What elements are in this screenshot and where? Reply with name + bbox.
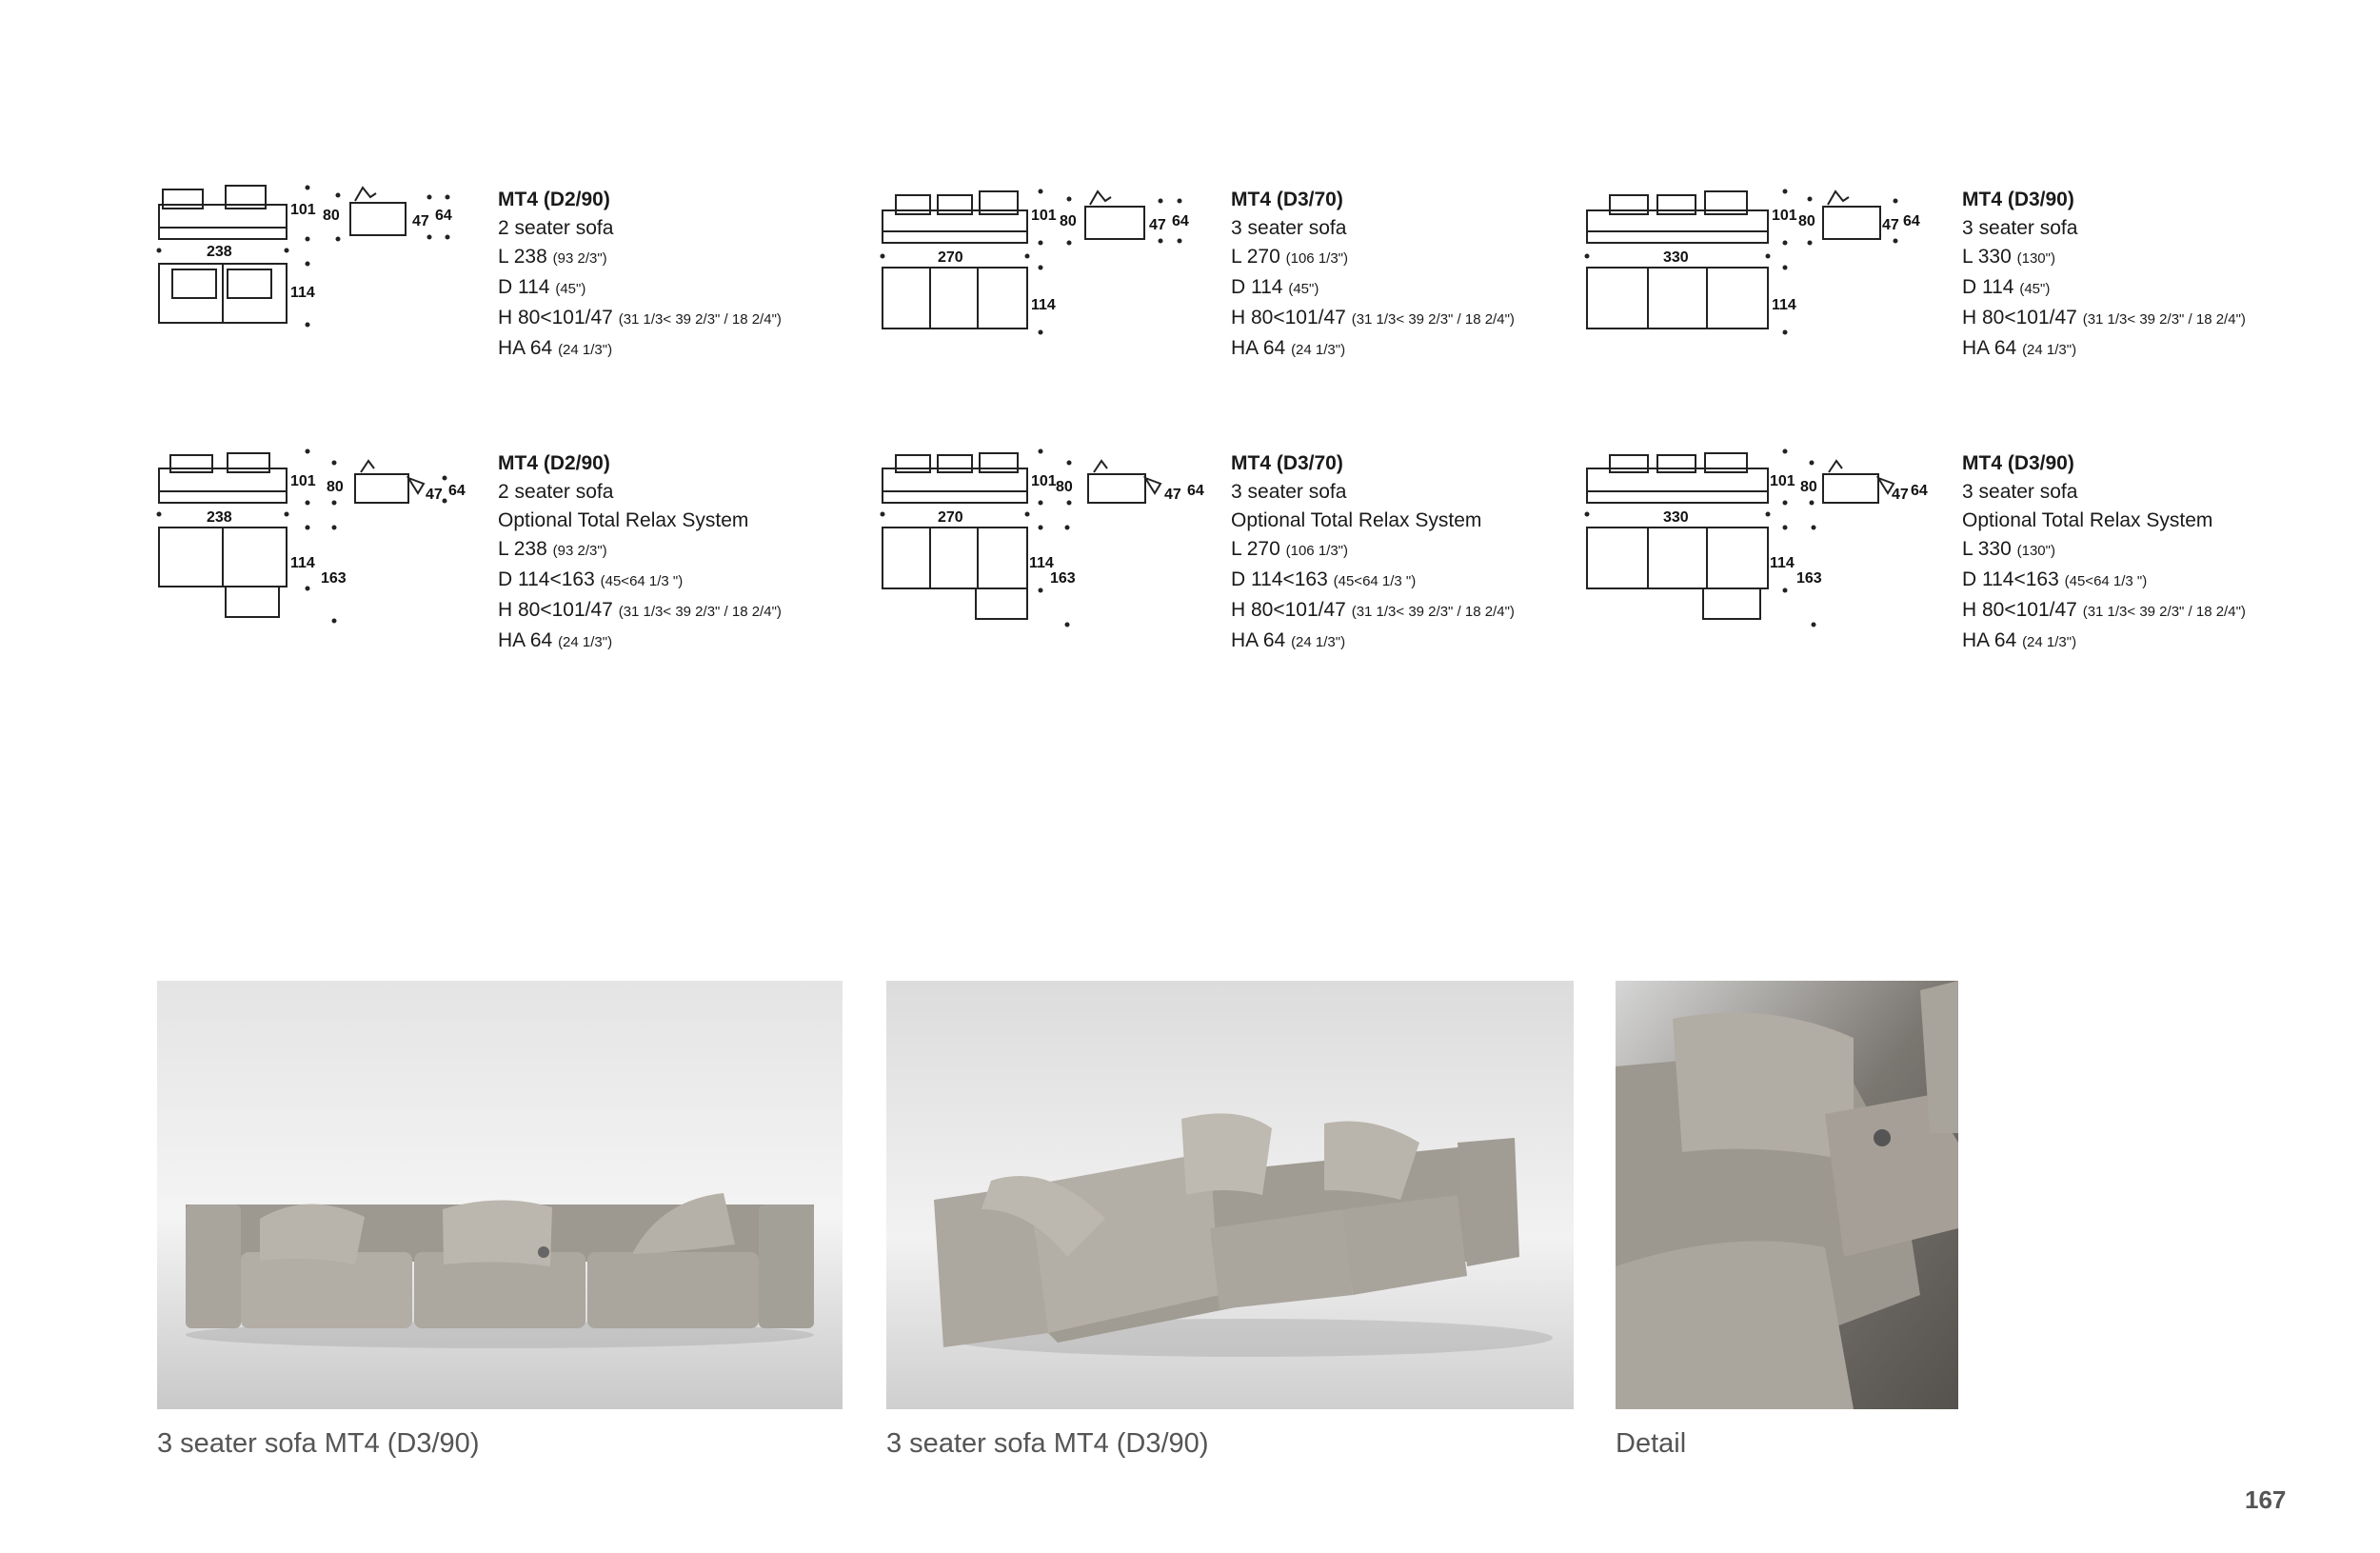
svg-text:163: 163 <box>1050 570 1076 587</box>
product-arm-height: HA 64 (24 1/3") <box>1962 337 2077 359</box>
product-spec-d3-90-relax <box>1585 449 2309 651</box>
svg-text:330: 330 <box>1663 249 1689 266</box>
svg-text:64: 64 <box>1187 483 1204 499</box>
svg-text:270: 270 <box>938 509 963 526</box>
svg-text:330: 330 <box>1663 509 1689 526</box>
product-length: L 270 (106 1/3") <box>1231 246 1348 268</box>
svg-text:238: 238 <box>207 509 232 526</box>
svg-text:64: 64 <box>448 483 466 499</box>
photo-caption: Detail <box>1616 1428 1687 1459</box>
svg-text:101: 101 <box>1031 208 1057 224</box>
product-height: H 80<101/47 (31 1/3< 39 2/3" / 18 2/4") <box>1231 599 1515 621</box>
product-diagram <box>1585 186 1928 367</box>
product-code: MT4 (D3/90) <box>1962 452 2074 474</box>
product-length: L 238 (93 2/3") <box>498 538 607 560</box>
svg-text:101: 101 <box>290 202 316 218</box>
svg-text:80: 80 <box>1060 213 1077 229</box>
product-height: H 80<101/47 (31 1/3< 39 2/3" / 18 2/4") <box>1962 307 2246 329</box>
photo-sofa-detail <box>1616 981 1958 1409</box>
svg-text:47: 47 <box>1892 487 1909 503</box>
product-diagram <box>157 186 500 367</box>
product-specs <box>1962 186 2246 365</box>
product-depth: D 114<163 (45<64 1/3 ") <box>1962 568 2148 590</box>
svg-text:238: 238 <box>207 244 232 260</box>
svg-text:114: 114 <box>1031 297 1056 313</box>
product-code: MT4 (D3/70) <box>1231 452 1343 474</box>
svg-text:101: 101 <box>1031 473 1057 489</box>
svg-text:80: 80 <box>327 479 344 495</box>
page-number: 167 <box>2245 1485 2287 1514</box>
product-relax-option: Optional Total Relax System <box>498 509 749 531</box>
product-depth: D 114<163 (45<64 1/3 ") <box>498 568 684 590</box>
svg-text:101: 101 <box>1772 208 1797 224</box>
photo-sofa-front <box>157 981 843 1409</box>
svg-text:80: 80 <box>323 208 340 224</box>
svg-text:101: 101 <box>1770 473 1795 489</box>
product-arm-height: HA 64 (24 1/3") <box>1962 629 2077 651</box>
product-length: L 270 (106 1/3") <box>1231 538 1348 560</box>
svg-text:64: 64 <box>1911 483 1928 499</box>
svg-text:114: 114 <box>1029 555 1054 571</box>
svg-text:64: 64 <box>1903 213 1920 229</box>
product-specs <box>1231 186 1515 365</box>
product-arm-height: HA 64 (24 1/3") <box>1231 337 1346 359</box>
product-length: L 238 (93 2/3") <box>498 246 607 268</box>
svg-text:64: 64 <box>1172 213 1189 229</box>
product-depth: D 114 (45") <box>1962 276 2051 298</box>
product-height: H 80<101/47 (31 1/3< 39 2/3" / 18 2/4") <box>498 599 782 621</box>
product-diagram <box>157 449 500 640</box>
product-specs <box>498 449 782 657</box>
svg-text:47: 47 <box>1149 217 1166 233</box>
product-length: L 330 (130") <box>1962 246 2055 268</box>
product-relax-option: Optional Total Relax System <box>1962 509 2213 531</box>
svg-text:47: 47 <box>1882 217 1899 233</box>
product-arm-height: HA 64 (24 1/3") <box>498 629 613 651</box>
svg-text:270: 270 <box>938 249 963 266</box>
product-spec-d2-90-relax <box>157 449 881 651</box>
svg-text:163: 163 <box>1796 570 1822 587</box>
product-depth: D 114 (45") <box>1231 276 1319 298</box>
svg-text:47: 47 <box>426 487 443 503</box>
product-length: L 330 (130") <box>1962 538 2055 560</box>
svg-text:114: 114 <box>1772 297 1796 313</box>
product-type: 2 seater sofa <box>498 217 614 239</box>
svg-text:101: 101 <box>290 473 316 489</box>
product-height: H 80<101/47 (31 1/3< 39 2/3" / 18 2/4") <box>498 307 782 329</box>
photo-caption: 3 seater sofa MT4 (D3/90) <box>157 1428 480 1459</box>
product-height: H 80<101/47 (31 1/3< 39 2/3" / 18 2/4") <box>1962 599 2246 621</box>
product-depth: D 114 (45") <box>498 276 586 298</box>
product-code: MT4 (D3/70) <box>1231 189 1343 210</box>
svg-text:114: 114 <box>290 555 315 571</box>
svg-text:80: 80 <box>1798 213 1815 229</box>
product-diagram <box>1585 449 1928 640</box>
svg-text:114: 114 <box>1770 555 1795 571</box>
product-type: 3 seater sofa <box>1962 481 2078 503</box>
photo-sofa-angled <box>886 981 1574 1409</box>
svg-text:47: 47 <box>412 213 429 229</box>
product-spec-d3-90 <box>1585 186 2309 367</box>
svg-text:64: 64 <box>435 208 452 224</box>
svg-text:163: 163 <box>321 570 347 587</box>
product-type: 2 seater sofa <box>498 481 614 503</box>
product-type: 3 seater sofa <box>1231 481 1347 503</box>
product-spec-d3-70-relax <box>881 449 1604 651</box>
product-specs <box>498 186 782 365</box>
product-arm-height: HA 64 (24 1/3") <box>1231 629 1346 651</box>
svg-text:47: 47 <box>1164 487 1181 503</box>
svg-text:80: 80 <box>1056 479 1073 495</box>
product-specs <box>1962 449 2246 657</box>
product-height: H 80<101/47 (31 1/3< 39 2/3" / 18 2/4") <box>1231 307 1515 329</box>
photo-caption: 3 seater sofa MT4 (D3/90) <box>886 1428 1209 1459</box>
product-code: MT4 (D3/90) <box>1962 189 2074 210</box>
product-code: MT4 (D2/90) <box>498 452 610 474</box>
product-code: MT4 (D2/90) <box>498 189 610 210</box>
product-spec-d3-70 <box>881 186 1604 367</box>
product-arm-height: HA 64 (24 1/3") <box>498 337 613 359</box>
svg-text:114: 114 <box>290 285 315 301</box>
product-diagram <box>881 186 1223 367</box>
product-specs <box>1231 449 1515 657</box>
svg-text:80: 80 <box>1800 479 1817 495</box>
product-type: 3 seater sofa <box>1962 217 2078 239</box>
product-spec-d2-90 <box>157 186 881 367</box>
product-relax-option: Optional Total Relax System <box>1231 509 1482 531</box>
product-depth: D 114<163 (45<64 1/3 ") <box>1231 568 1417 590</box>
product-diagram <box>881 449 1223 640</box>
product-type: 3 seater sofa <box>1231 217 1347 239</box>
